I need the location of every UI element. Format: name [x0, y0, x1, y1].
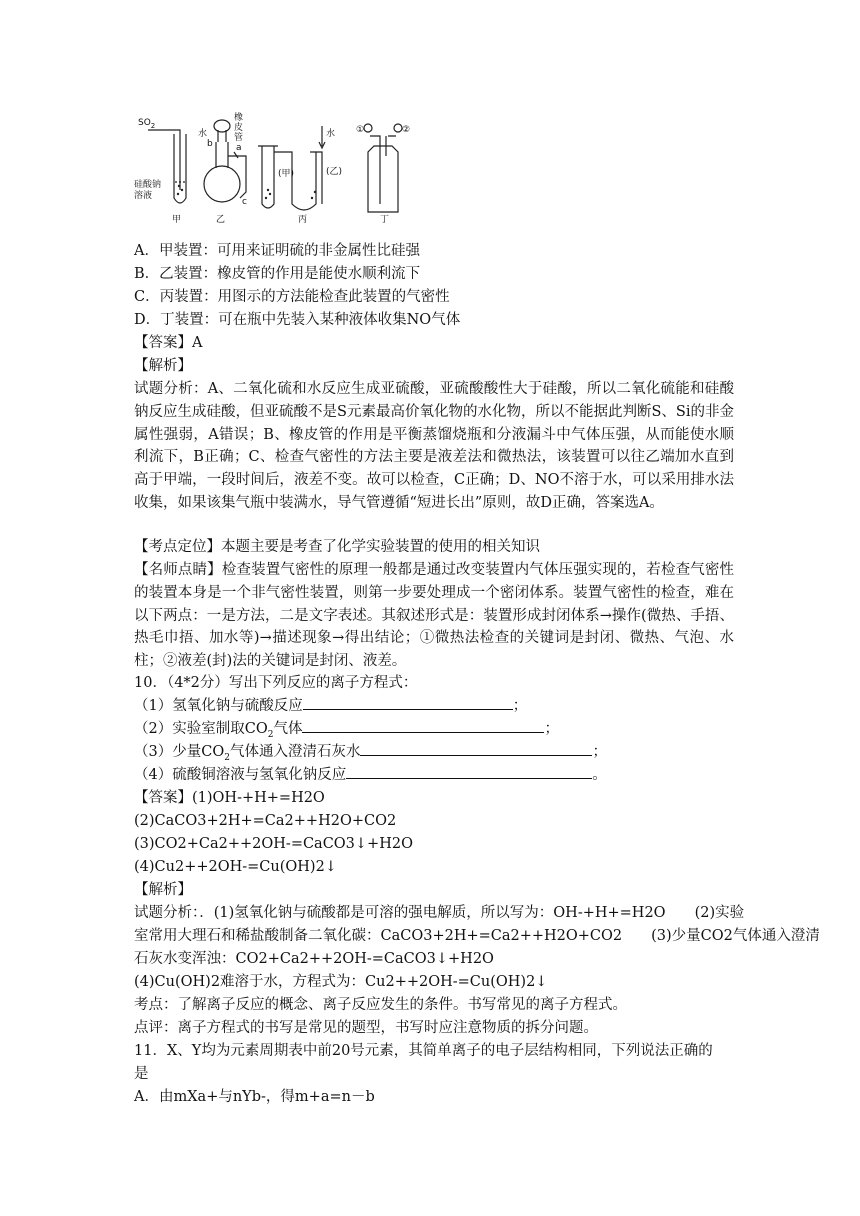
q10-item-4-end: 。: [592, 767, 607, 783]
q10-item-1-end: ；: [512, 698, 528, 714]
q10-answer-1: [134, 787, 325, 809]
q10-item-2-end: ；: [544, 721, 559, 737]
q10-item-3-pre: （3）少量CO: [134, 744, 225, 760]
rubber-tube-label-1: 橡: [234, 113, 244, 123]
q10-item-3-end: ；: [592, 744, 607, 760]
option-c: C．丙装置：用图示的方法能检查此装置的气密性: [134, 289, 450, 305]
q10-analysis-line-2: 室常用大理石和稀盐酸制备二氧化碳：CaCO3+2H+=Ca2++H2O+CO2 (3)少量CO2气体通入澄清: [134, 928, 820, 944]
water-label-2: 水: [326, 129, 336, 139]
q9-mingshi: 【名师点睛】检查装置气密性的原理一般都是通过改变装置内气体压强实现的，若检查气密性的装置本身是一个非气密性装置，则第一步要处理成一个密闭体系。装置气密性的检查，难在以下两点：一是方法，二是文字表述。其叙述形式是：装置形成封闭体系→操作(微热、手捂、热毛巾捂、加水等)→描述现象→得出结论；①微热法检查的关键词是封闭、微热、气泡、水柱；②液差(封)法的关键词是封闭、液差。: [134, 562, 734, 670]
answer-blank-1: [303, 695, 513, 710]
q10-item-3: [134, 741, 607, 763]
q10-kaodian: 考点：了解离子反应的概念、离子反应发生的条件。书写常见的离子方程式。: [134, 997, 627, 1013]
answer-blank-3: [360, 741, 592, 756]
so2-sub: 2: [150, 122, 156, 130]
q10-item-1-text: （1）氢氧化钠与硫酸反应: [134, 698, 303, 714]
caption-ding: 丁: [380, 215, 390, 224]
q10-item-4: [134, 764, 607, 786]
q11-stem-line-1: 11．X、Y均为元素周期表中前20号元素，其简单离子的电子层结构相同，下列说法正确的: [134, 1043, 713, 1059]
q10-item-1: [134, 695, 527, 717]
answer-blank-2: [302, 718, 544, 733]
q10-answer-line-3: (3)CO2+Ca2++2OH-=CaCO3↓+H2O: [134, 836, 413, 852]
sodium-silicate-label-2: 溶液: [134, 191, 153, 201]
q10-analysis-line-3: 石灰水变浑浊：CO2+Ca2++2OH-=CaCO3↓+H2O: [134, 951, 494, 967]
option-b: B．乙装置：橡皮管的作用是能使水顺利流下: [134, 266, 421, 282]
label-yi-inner: (乙): [326, 167, 343, 177]
svg-text:SO2: [138, 118, 155, 130]
sodium-silicate-label-1: 硅酸钠: [134, 180, 162, 190]
option-a: A．甲装置：可用来证明硫的非金属性比硅强: [134, 243, 420, 259]
q11-stem-line-2: 是: [134, 1066, 149, 1082]
q10-item-3-sub: 2: [224, 752, 230, 763]
q10-item-2-post: 气体: [273, 721, 303, 737]
q9-answer: 【答案】A: [134, 335, 203, 351]
q10-analysis-head: 【解析】: [134, 882, 192, 898]
apparatus-figure: [134, 112, 414, 224]
q10-answer-line-4: (4)Cu2++2OH-=Cu(OH)2↓: [134, 859, 337, 875]
q10-dianping: 点评：离子方程式的书写是常见的题型，书写时应注意物质的拆分问题。: [134, 1020, 598, 1036]
water-label: 水: [198, 129, 208, 139]
option-d: D．丁装置：可在瓶中先装入某种液体收集NO气体: [134, 312, 461, 328]
q10-answer-line-2: (2)CaCO3+2H+=Ca2++H2O+CO2: [134, 813, 397, 829]
label-b: b: [207, 139, 213, 149]
q10-analysis-line-4: (4)Cu(OH)2难溶于水，方程式为：Cu2++2OH-=Cu(OH)2↓: [134, 974, 548, 990]
q10-item-2-sub: 2: [267, 729, 274, 740]
q10-stem: 10．（4*2分）写出下列反应的离子方程式：: [134, 675, 418, 691]
q10-item-2: [134, 718, 559, 740]
q9-kaodian: 【考点定位】本题主要是考查了化学实验装置的使用的相关知识: [134, 539, 540, 555]
q10-answer-head: 【答案】: [134, 790, 192, 806]
q9-analysis-head: 【解析】: [134, 358, 192, 374]
q11-option-a: A．由mXa+与nYb-，得m+a=n－b: [134, 1089, 375, 1105]
port-2-label: ②: [402, 125, 411, 135]
label-c: c: [242, 197, 247, 207]
q10-item-4-text: （4）硫酸铜溶液与氢氧化钠反应: [134, 767, 347, 783]
caption-jia: 甲: [172, 215, 182, 224]
label-jia-inner: (甲): [278, 169, 295, 179]
caption-bing: 丙: [298, 215, 308, 224]
q10-analysis-line-1: 试题分析：．(1)氢氧化钠与硫酸都是可溶的强电解质，所以写为：OH-+H+=H2O (2)实验: [134, 905, 745, 921]
q10-item-3-post: 气体通入澄清石灰水: [229, 744, 361, 760]
rubber-tube-label-2: 皮: [234, 123, 244, 133]
rubber-tube-label-3: 管: [234, 133, 244, 143]
so2-label: SO: [138, 118, 151, 128]
port-1-label: ①: [356, 125, 365, 135]
label-a: a: [236, 143, 242, 153]
answer-blank-4: [346, 764, 592, 779]
q10-item-2-pre: （2）实验室制取CO: [134, 721, 268, 737]
q9-analysis: 试题分析：A、二氧化硫和水反应生成亚硫酸，亚硫酸酸性大于硅酸，所以二氧化硫能和硅酸钠反应生成硅酸，但亚硫酸不是S元素最高价氧化物的水化物，所以不能据此判断S、Si的非金属性强弱，A错误；B、橡皮管的作用是平衡蒸馏烧瓶和分液漏斗中气体压强，从而能使水顺利流下，B正确；C、检查气密性的方法主要是液差法和微热法，该装置可以往乙端加水直到高于甲端，一段时间后，液差不变。故可以检查，C正确；D、NO不溶于水，可以采用排水法收集，如果该集气瓶中装满水，导气管遵循“短进长出”原则，故D正确，答案选A。: [134, 381, 734, 511]
caption-yi: 乙: [216, 215, 226, 224]
q10-answer-line-1: (1)OH-+H+=H2O: [192, 790, 325, 806]
